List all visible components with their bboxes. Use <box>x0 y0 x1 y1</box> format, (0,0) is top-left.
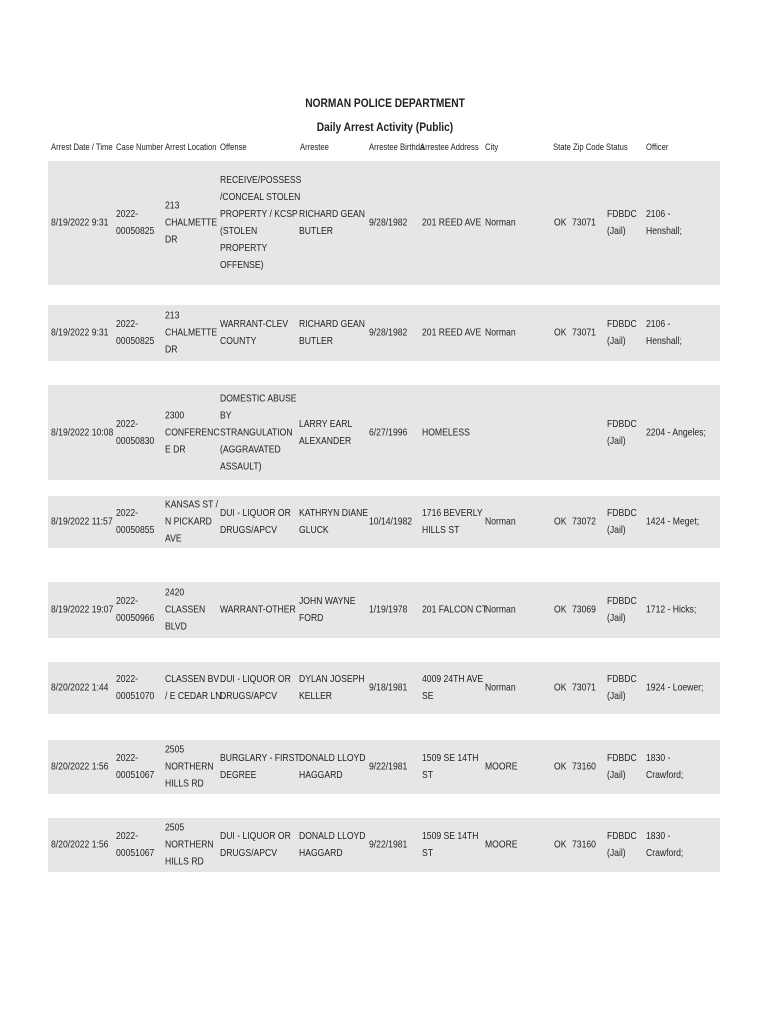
cell-city: MOORE <box>485 838 518 851</box>
report-subtitle: Daily Arrest Activity (Public) <box>316 120 454 134</box>
cell-arrestee-name: LARRY EARL ALEXANDER <box>299 417 353 447</box>
cell-arrest-location: CLASSEN BV / E CEDAR LN <box>165 673 222 702</box>
report-title: NORMAN POLICE DEPARTMENT <box>305 96 465 110</box>
cell-state: OK <box>554 760 567 773</box>
header-address: Arrestee Address <box>420 142 479 152</box>
cell-status: FDBDC (Jail) <box>607 208 637 237</box>
cell-city: Norman <box>485 681 516 694</box>
cell-officer: 1712 - Hicks; <box>646 603 697 616</box>
cell-case-number: 2022- 00050855 <box>116 507 155 536</box>
cell-arrestee-birthdate: 6/27/1996 <box>369 426 408 438</box>
cell-status: FDBDC (Jail) <box>607 507 637 536</box>
cell-officer: 1924 - Loewer; <box>646 681 704 694</box>
cell-arrestee-address: 1509 SE 14TH ST <box>422 830 479 859</box>
header-case: Case Number <box>116 142 164 152</box>
cell-arrest-location: 213 CHALMETTE DR <box>165 199 218 246</box>
cell-arrest-location: 213 CHALMETTE DR <box>165 309 218 356</box>
cell-city: Norman <box>485 603 516 616</box>
cell-arrestee-birthdate: 9/22/1981 <box>369 760 408 773</box>
cell-arrestee-birthdate: 1/19/1978 <box>369 603 408 616</box>
cell-offense: WARRANT-CLEV COUNTY <box>220 318 289 347</box>
cell-zip-code: 73071 <box>572 216 596 229</box>
cell-offense: DUI - LIQUOR OR DRUGS/APCV <box>220 830 291 859</box>
cell-offense: DUI - LIQUOR OR DRUGS/APCV <box>220 507 291 536</box>
cell-arrest-location: 2505 NORTHERN HILLS RD <box>165 743 214 790</box>
cell-officer: 1424 - Meget; <box>646 515 700 528</box>
cell-offense: WARRANT-OTHER <box>220 603 296 616</box>
cell-status: FDBDC (Jail) <box>607 318 637 347</box>
cell-zip-code: 73160 <box>572 760 596 773</box>
cell-offense: BURGLARY - FIRST DEGREE <box>220 752 300 781</box>
header-arrestee: Arrestee <box>300 142 329 152</box>
cell-arrestee-address: 1716 BEVERLY HILLS ST <box>422 507 483 536</box>
table-row <box>48 582 720 638</box>
cell-arrestee-name: KATHRYN DIANE GLUCK <box>299 507 369 536</box>
cell-zip-code: 73069 <box>572 603 596 616</box>
cell-offense: DUI - LIQUOR OR DRUGS/APCV <box>220 673 291 702</box>
cell-arrest-date: 8/20/2022 1:56 <box>51 760 109 773</box>
cell-arrestee-name: RICHARD GEAN BUTLER <box>299 318 366 347</box>
table-row <box>48 740 720 794</box>
cell-status: FDBDC (Jail) <box>607 595 637 624</box>
cell-arrestee-address: 4009 24TH AVE SE <box>422 673 484 702</box>
cell-arrestee-birthdate: 9/28/1982 <box>369 326 408 339</box>
cell-arrestee-address: 201 REED AVE <box>422 216 482 229</box>
cell-offense: DOMESTIC ABUSE BY STRANGULATION (AGGRAVATED ASSAULT) <box>220 392 297 472</box>
cell-case-number: 2022- 00050825 <box>116 208 155 237</box>
cell-zip-code: 73071 <box>572 326 596 339</box>
cell-arrest-date: 8/20/2022 1:56 <box>51 838 109 851</box>
header-offense: Offense <box>220 142 247 152</box>
cell-arrestee-name: RICHARD GEAN BUTLER <box>299 208 366 237</box>
cell-officer: 2106 - Henshall; <box>646 208 682 237</box>
header-date: Arrest Date / Time <box>51 142 113 152</box>
cell-officer: 1830 - Crawford; <box>646 830 684 859</box>
cell-zip-code: 73072 <box>572 515 596 528</box>
cell-arrestee-address: 201 REED AVE <box>422 326 482 339</box>
cell-state: OK <box>554 603 567 616</box>
cell-case-number: 2022- 00051067 <box>116 830 155 859</box>
cell-case-number: 2022- 00050825 <box>116 318 155 347</box>
cell-state: OK <box>554 681 567 694</box>
cell-arrestee-birthdate: 9/18/1981 <box>369 681 408 694</box>
header-statezip: State Zip Code <box>553 142 605 152</box>
table-row <box>48 305 720 361</box>
table-row <box>48 662 720 714</box>
cell-officer: 1830 - Crawford; <box>646 752 684 781</box>
cell-arrestee-address: HOMELESS <box>422 426 470 438</box>
cell-state: OK <box>554 326 567 339</box>
cell-arrest-location: KANSAS ST / N PICKARD AVE <box>165 498 218 545</box>
header-city: City <box>485 142 499 152</box>
cell-arrest-location: 2420 CLASSEN BLVD <box>165 586 206 633</box>
cell-arrestee-birthdate: 9/28/1982 <box>369 216 408 229</box>
cell-arrest-date: 8/19/2022 11:57 <box>51 515 113 528</box>
cell-city: Norman <box>485 216 516 229</box>
cell-state: OK <box>554 838 567 851</box>
cell-zip-code: 73071 <box>572 681 596 694</box>
cell-city: Norman <box>485 326 516 339</box>
cell-arrestee-name: JOHN WAYNE FORD <box>299 595 356 624</box>
cell-state: OK <box>554 216 567 229</box>
table-row <box>48 818 720 872</box>
cell-arrestee-name: DONALD LLOYD HAGGARD <box>299 752 366 781</box>
cell-arrestee-name: DYLAN JOSEPH KELLER <box>299 673 365 702</box>
cell-officer: 2106 - Henshall; <box>646 318 682 347</box>
cell-case-number: 2022- 00051070 <box>116 673 155 702</box>
header-officer: Officer <box>646 142 669 152</box>
cell-city: Norman <box>485 515 516 528</box>
cell-arrestee-birthdate: 9/22/1981 <box>369 838 408 851</box>
header-birthdate: Arrestee Birthda <box>369 142 425 152</box>
cell-officer: 2204 - Angeles; <box>646 426 706 438</box>
cell-status: FDBDC (Jail) <box>607 752 637 781</box>
cell-arrestee-address: 201 FALCON CT <box>422 603 488 616</box>
cell-status: FDBDC (Jail) <box>607 417 637 447</box>
cell-state: OK <box>554 515 567 528</box>
cell-arrest-location: 2300 CONFERENC E DR <box>165 409 220 455</box>
table-row <box>48 385 720 480</box>
cell-arrest-date: 8/19/2022 9:31 <box>51 326 109 339</box>
cell-arrestee-address: 1509 SE 14TH ST <box>422 752 479 781</box>
cell-case-number: 2022- 00050830 <box>116 417 155 447</box>
cell-arrest-location: 2505 NORTHERN HILLS RD <box>165 821 214 868</box>
cell-arrest-date: 8/20/2022 1:44 <box>51 681 109 694</box>
table-row <box>48 496 720 548</box>
cell-offense: RECEIVE/POSSESS /CONCEAL STOLEN PROPERTY / KCSP (STOLEN PROPERTY OFFENSE) <box>220 174 302 271</box>
cell-status: FDBDC (Jail) <box>607 830 637 859</box>
cell-zip-code: 73160 <box>572 838 596 851</box>
header-status: Status <box>606 142 628 152</box>
cell-arrest-date: 8/19/2022 10:08 <box>51 426 114 438</box>
cell-case-number: 2022- 00051067 <box>116 752 155 781</box>
cell-arrest-date: 8/19/2022 19:07 <box>51 603 114 616</box>
cell-arrest-date: 8/19/2022 9:31 <box>51 216 109 229</box>
cell-arrestee-birthdate: 10/14/1982 <box>369 515 413 528</box>
cell-case-number: 2022- 00050966 <box>116 595 155 624</box>
header-location: Arrest Location <box>165 142 217 152</box>
cell-arrestee-name: DONALD LLOYD HAGGARD <box>299 830 366 859</box>
table-row <box>48 161 720 285</box>
cell-status: FDBDC (Jail) <box>607 673 637 702</box>
cell-city: MOORE <box>485 760 518 773</box>
